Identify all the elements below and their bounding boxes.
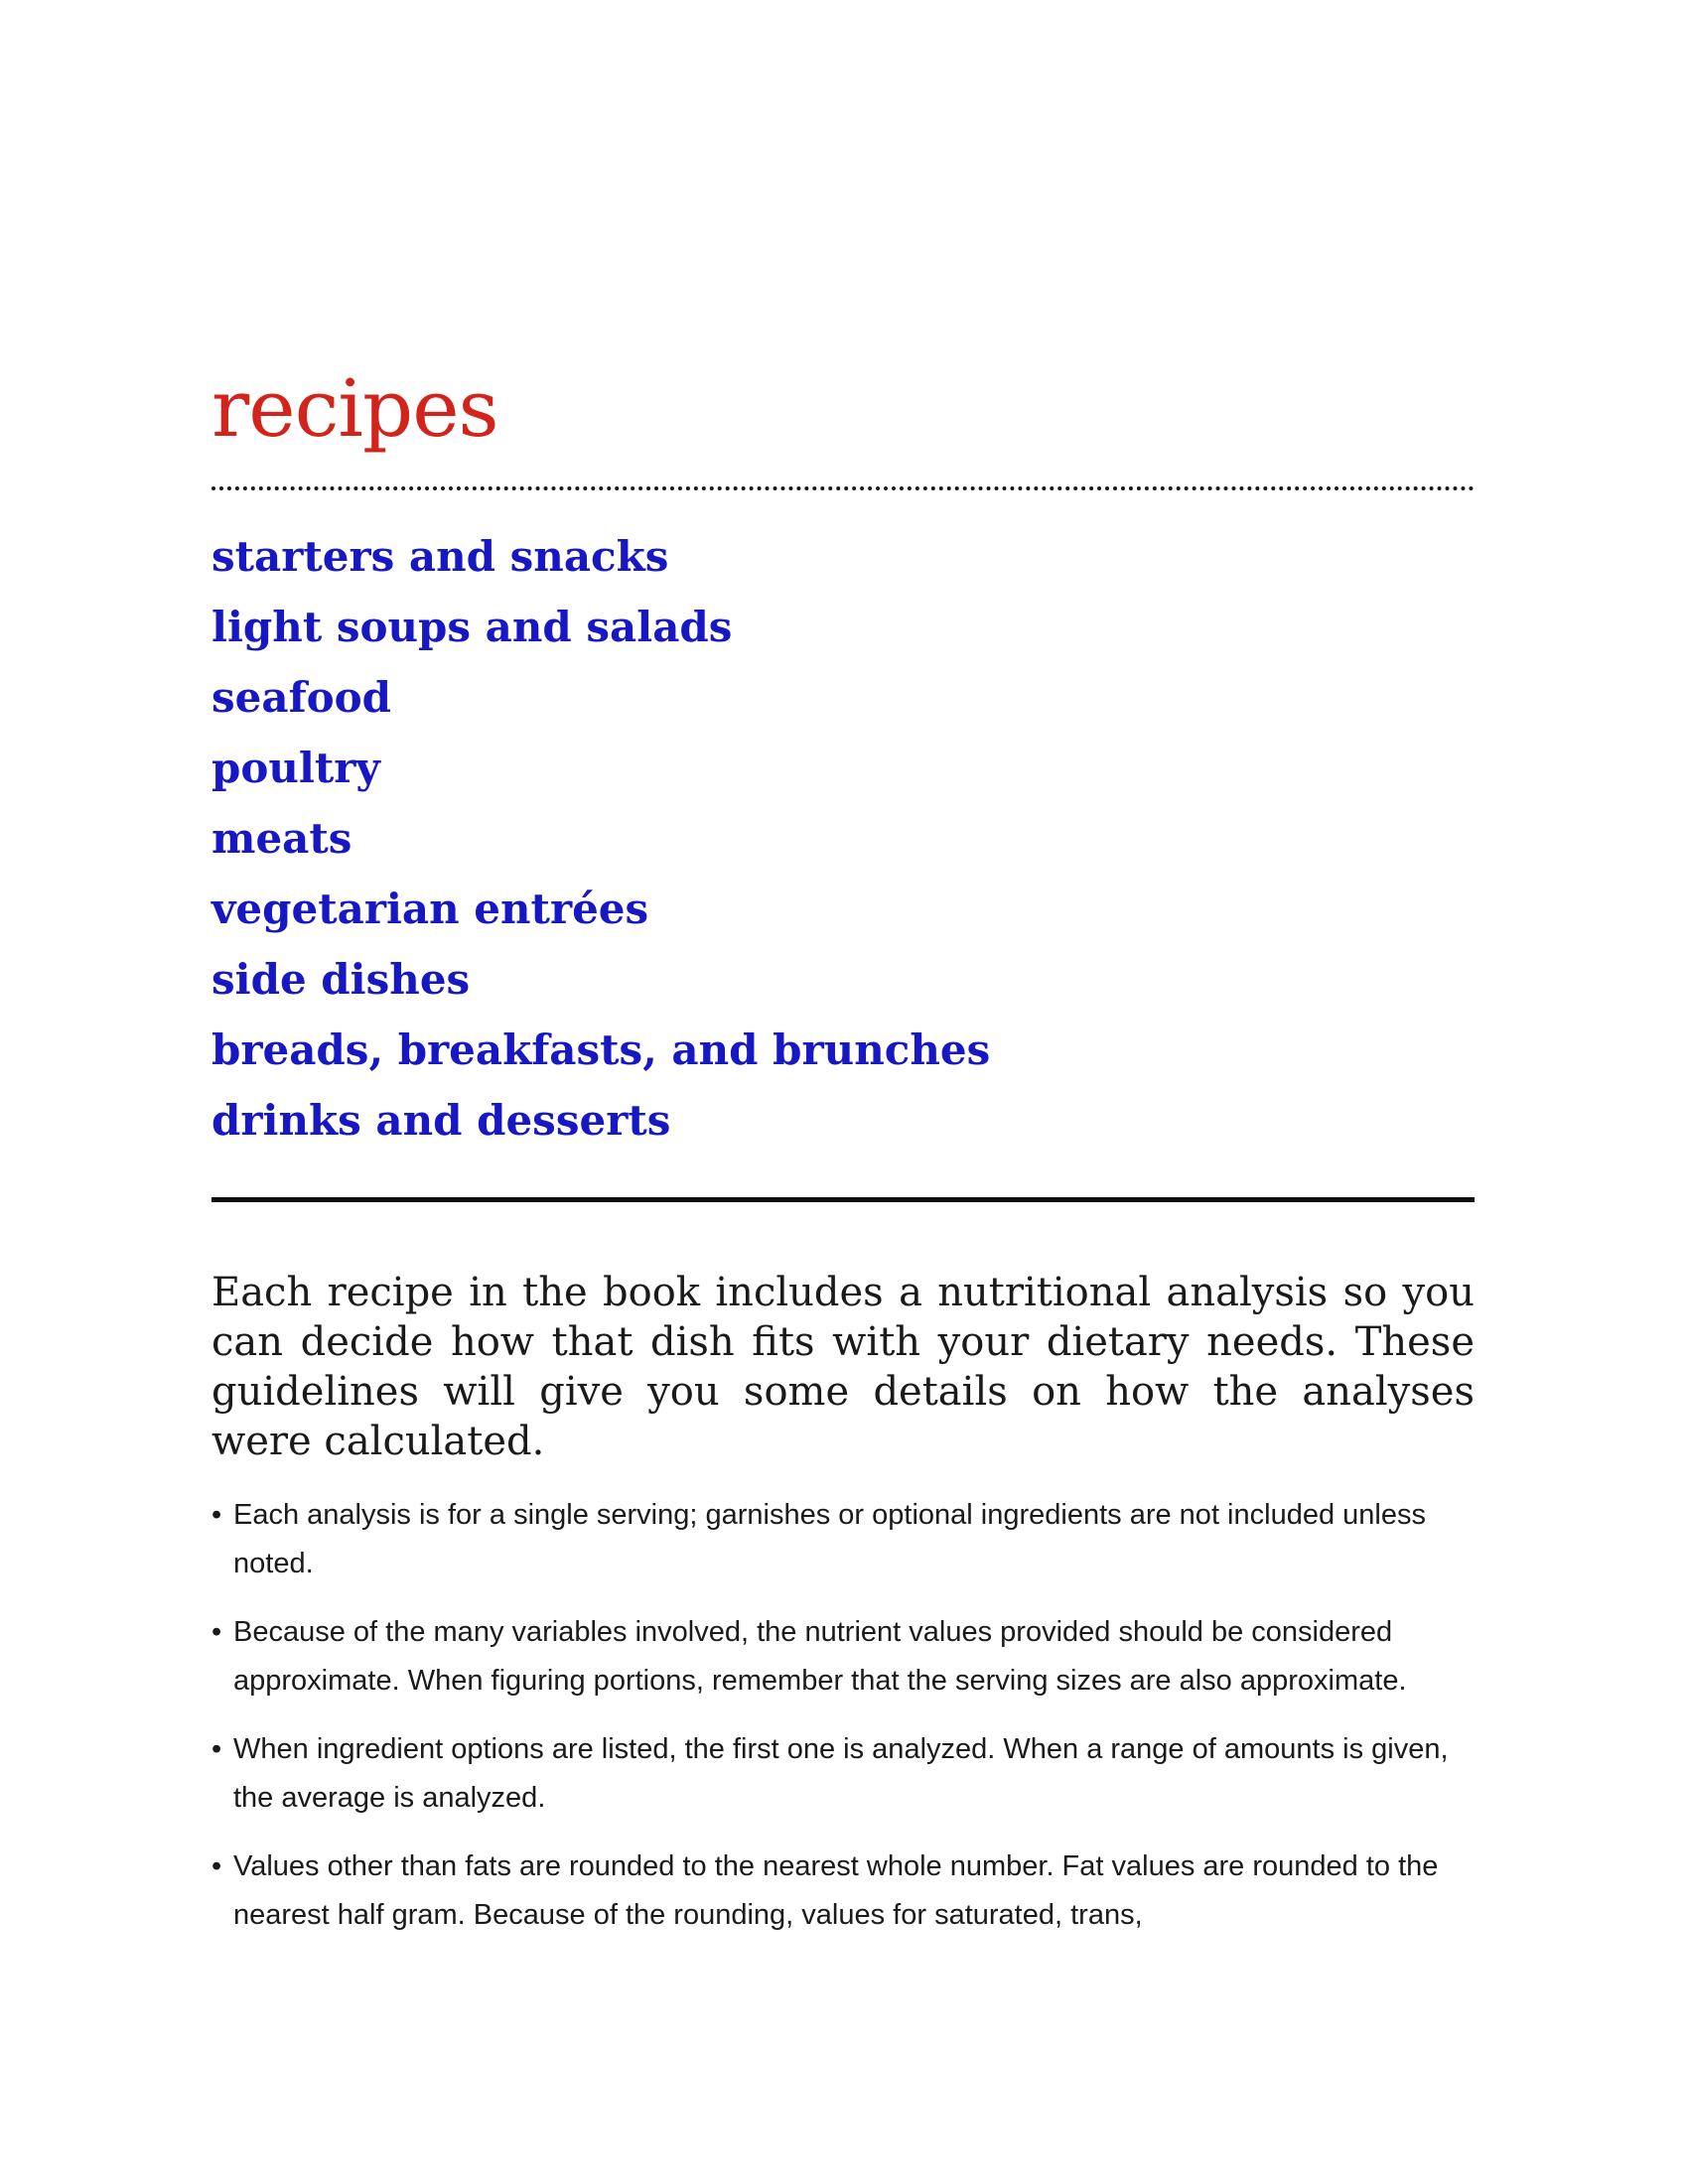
page-title: recipes (211, 362, 498, 455)
toc-item-poultry[interactable]: poultry (211, 744, 380, 792)
guidelines-list (211, 1491, 1475, 1960)
guideline-item (211, 1491, 1475, 1588)
bullet-icon: • (211, 1850, 222, 1882)
solid-divider (211, 1197, 1475, 1202)
guideline-text: Because of the many variables involved, the nutrient values provided should be considered approximate. When figuring portions, remember that the serving sizes are also approximate. (233, 1616, 1407, 1697)
guideline-item (211, 1608, 1475, 1706)
toc-item-meats[interactable]: meats (211, 814, 352, 863)
toc-item-breads-breakfasts-brunches[interactable]: breads, breakfasts, and brunches (211, 1025, 991, 1074)
toc-item-seafood[interactable]: seafood (211, 673, 392, 722)
toc-item-starters-and-snacks[interactable]: starters and snacks (211, 532, 669, 581)
table-of-contents (211, 521, 990, 1156)
guideline-item (211, 1843, 1475, 1940)
intro-paragraph: Each recipe in the book includes a nutritional analysis so you can decide how that dish fits with your dietary needs. These guidelines will give you some details on how the analyses were calculated. (211, 1270, 1475, 1464)
bullet-icon: • (211, 1499, 222, 1531)
bullet-icon: • (211, 1616, 222, 1648)
bullet-icon: • (211, 1733, 222, 1765)
guideline-text: Values other than fats are rounded to the nearest whole number. Fat values are rounded to the nearest half gram. Because of the rounding, values for saturated, trans, (233, 1850, 1439, 1931)
toc-item-vegetarian-entrees[interactable]: vegetarian entrées (211, 885, 649, 933)
dotted-divider (211, 486, 1475, 490)
toc-item-side-dishes[interactable]: side dishes (211, 955, 471, 1004)
toc-item-drinks-and-desserts[interactable]: drinks and desserts (211, 1096, 671, 1145)
guideline-text: When ingredient options are listed, the first one is analyzed. When a range of amounts is given, the average is analyzed. (233, 1733, 1449, 1814)
guideline-item (211, 1725, 1475, 1823)
toc-item-light-soups-and-salads[interactable]: light soups and salads (211, 603, 733, 651)
guideline-text: Each analysis is for a single serving; garnishes or optional ingredients are not included unless noted. (233, 1499, 1426, 1579)
